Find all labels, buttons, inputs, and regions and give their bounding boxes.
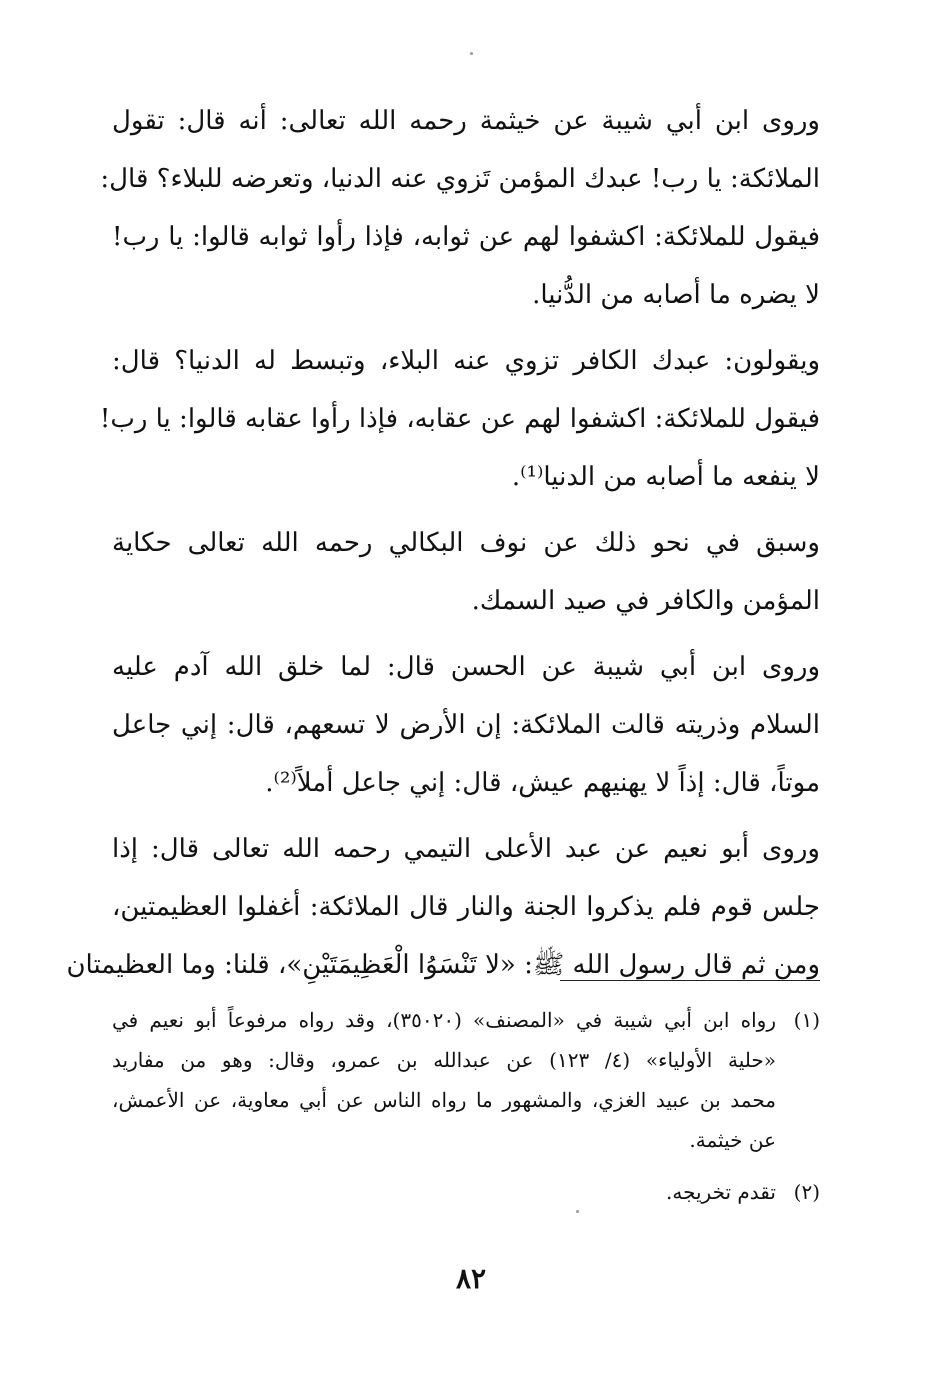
footnote-marker: (١)	[793, 1008, 820, 1032]
text-line: ومن ثم قال رسول الله ﷺ: «لا تَنْسَوُا الْعَظِيمَتَيْنِ»، قلنا: وما العظيمتان	[66, 950, 820, 980]
paragraph-4	[112, 638, 820, 812]
footnotes	[112, 1000, 820, 1212]
footnote-marker: (٢)	[793, 1180, 820, 1204]
text-line: السلام وذريته قالت الملائكة: إن الأرض لا تسعهم، قال: إني جاعل	[112, 710, 821, 740]
page-number: ٨٢	[455, 1262, 487, 1295]
footnote-line: تقدم تخريجه.	[666, 1180, 776, 1204]
paragraph-1	[100, 92, 820, 324]
text-line: وروى أبو نعيم عن عبد الأعلى التيمي رحمه الله تعالى قال: إذا	[112, 834, 820, 864]
text-line: موتاً، قال: إذاً لا يهنيهم عيش، قال: إني جاعل أملاً⁽²⁾.	[265, 768, 820, 798]
footnote-line: عن خيثمة.	[689, 1128, 776, 1152]
paragraph-5	[66, 820, 820, 994]
footnote-line: محمد بن عبيد الغزي، والمشهور ما رواه الناس عن أبي معاوية، عن الأعمش،	[112, 1088, 776, 1112]
text-line: وروى ابن أبي شيبة عن خيثمة رحمه الله تعالى: أنه قال: تقول	[112, 106, 820, 136]
main-text	[66, 92, 821, 994]
footnote-line: «حلية الأولياء» (٤/ ١٢٣) عن عبدالله بن عمرو، وقال: وهو من مفاريد	[112, 1048, 776, 1072]
footnote-divider	[560, 980, 820, 981]
text-line: المؤمن والكافر في صيد السمك.	[471, 586, 820, 616]
text-line: وسبق في نحو ذلك عن نوف البكالي رحمه الله تعالى حكاية	[112, 528, 820, 558]
text-line: لا يضره ما أصابه من الدُّنيا.	[532, 280, 820, 310]
paragraph-2	[99, 332, 820, 506]
text-line: ويقولون: عبدك الكافر تزوي عنه البلاء، وتبسط له الدنيا؟ قال:	[112, 346, 820, 376]
footnote-1	[112, 1000, 820, 1160]
text-line: وروى ابن أبي شيبة عن الحسن قال: لما خلق الله آدم عليه	[112, 652, 820, 682]
text-line: فيقول للملائكة: اكشفوا لهم عن ثوابه، فإذا رأوا ثوابه قالوا: يا رب!	[112, 222, 820, 252]
footnote-2	[112, 1172, 820, 1212]
footnote-line: رواه ابن أبي شيبة في «المصنف» (٣٥٠٢٠)، وقد رواه مرفوعاً أبو نعيم في	[112, 1008, 776, 1032]
text-line: فيقول للملائكة: اكشفوا لهم عن عقابه، فإذا رأوا عقابه قالوا: يا رب!	[99, 404, 820, 434]
text-line: الملائكة: يا رب! عبدك المؤمن تَزوي عنه الدنيا، وتعرضه للبلاء؟ قال:	[100, 164, 820, 194]
paragraph-3	[112, 514, 820, 630]
text-line: جلس قوم فلم يذكروا الجنة والنار قال الملائكة: أغفلوا العظيمتين،	[112, 892, 820, 922]
text-line: لا ينفعه ما أصابه من الدنيا⁽¹⁾.	[511, 462, 820, 492]
scan-speck	[470, 52, 473, 55]
